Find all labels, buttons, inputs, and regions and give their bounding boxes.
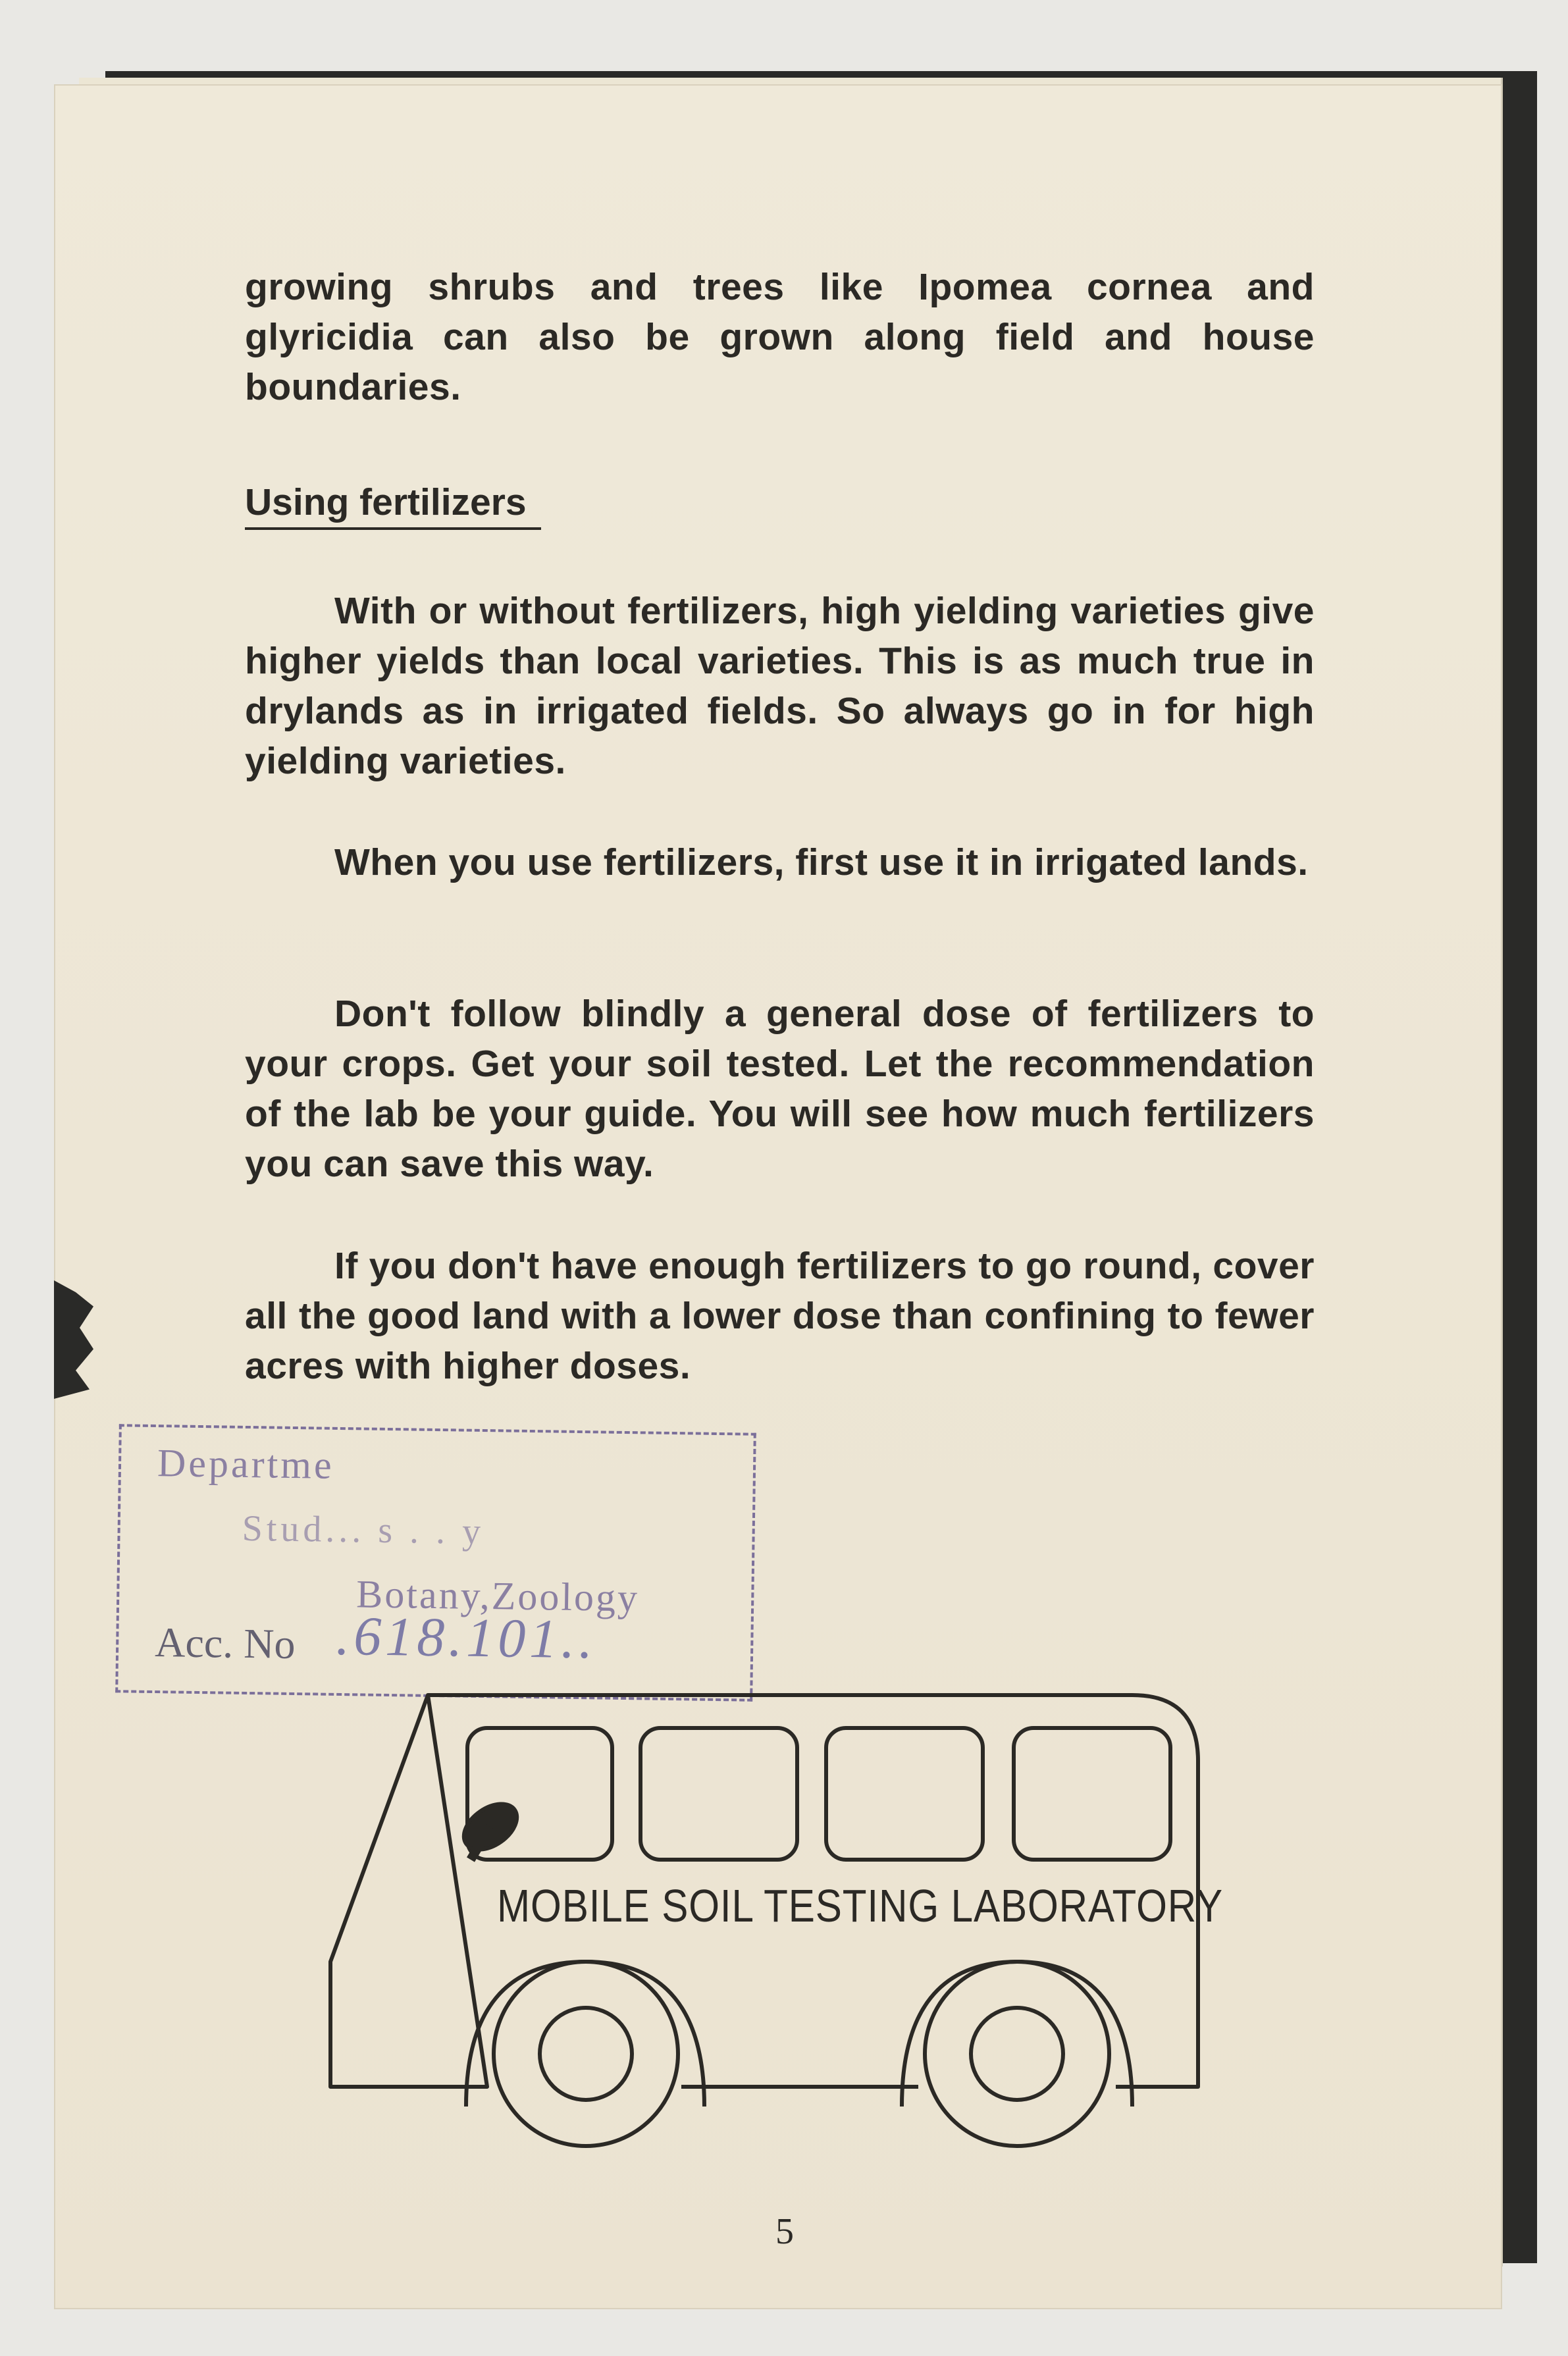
bus-window-2 [640,1728,797,1860]
stamp-acc-number: .618.101.. [335,1605,598,1671]
bus-window-3 [826,1728,983,1860]
bus-window-4 [1014,1728,1170,1860]
library-stamp [115,1424,756,1701]
rear-wheel-icon [902,1962,1132,2146]
page-number: 5 [775,2211,794,2252]
stamp-studies-text: Stud... s . . y [242,1507,485,1553]
paragraph-soil-test: Don't follow blindly a general dose of fertilizers to your crops. Get your soil tested. Let the recommendation of the lab be your guide. You will see how much fertilizers you can save this way. [245,993,1315,1185]
stamp-acc-label: Acc. No [154,1619,296,1668]
bus-label: MOBILE SOIL TESTING LABORATORY [497,1880,1224,1931]
section-heading: Using fertilizers [245,477,541,530]
paragraph-irrigated: When you use fertilizers, first use it in irrigated lands. [334,841,1309,883]
paragraph-high-yielding: With or without fertilizers, high yielding varieties give higher yields than local varieties. This is as much true in drylands as in irrigated fields. So always go in for high yielding varieties. [245,590,1315,782]
stamp-zoology-text: Botany,Zoology [355,1572,640,1620]
intro-paragraph: growing shrubs and trees like Ipomea cornea and glyricidia can also be grown along field and house boundaries. [245,266,1315,408]
front-wheel-icon [466,1962,704,2146]
paragraph-lower-dose: If you don't have enough fertilizers to go round, cover all the good land with a lower dose than confining to fewer acres with higher doses. [245,1245,1315,1387]
stamp-department-text: Departme [157,1441,335,1487]
